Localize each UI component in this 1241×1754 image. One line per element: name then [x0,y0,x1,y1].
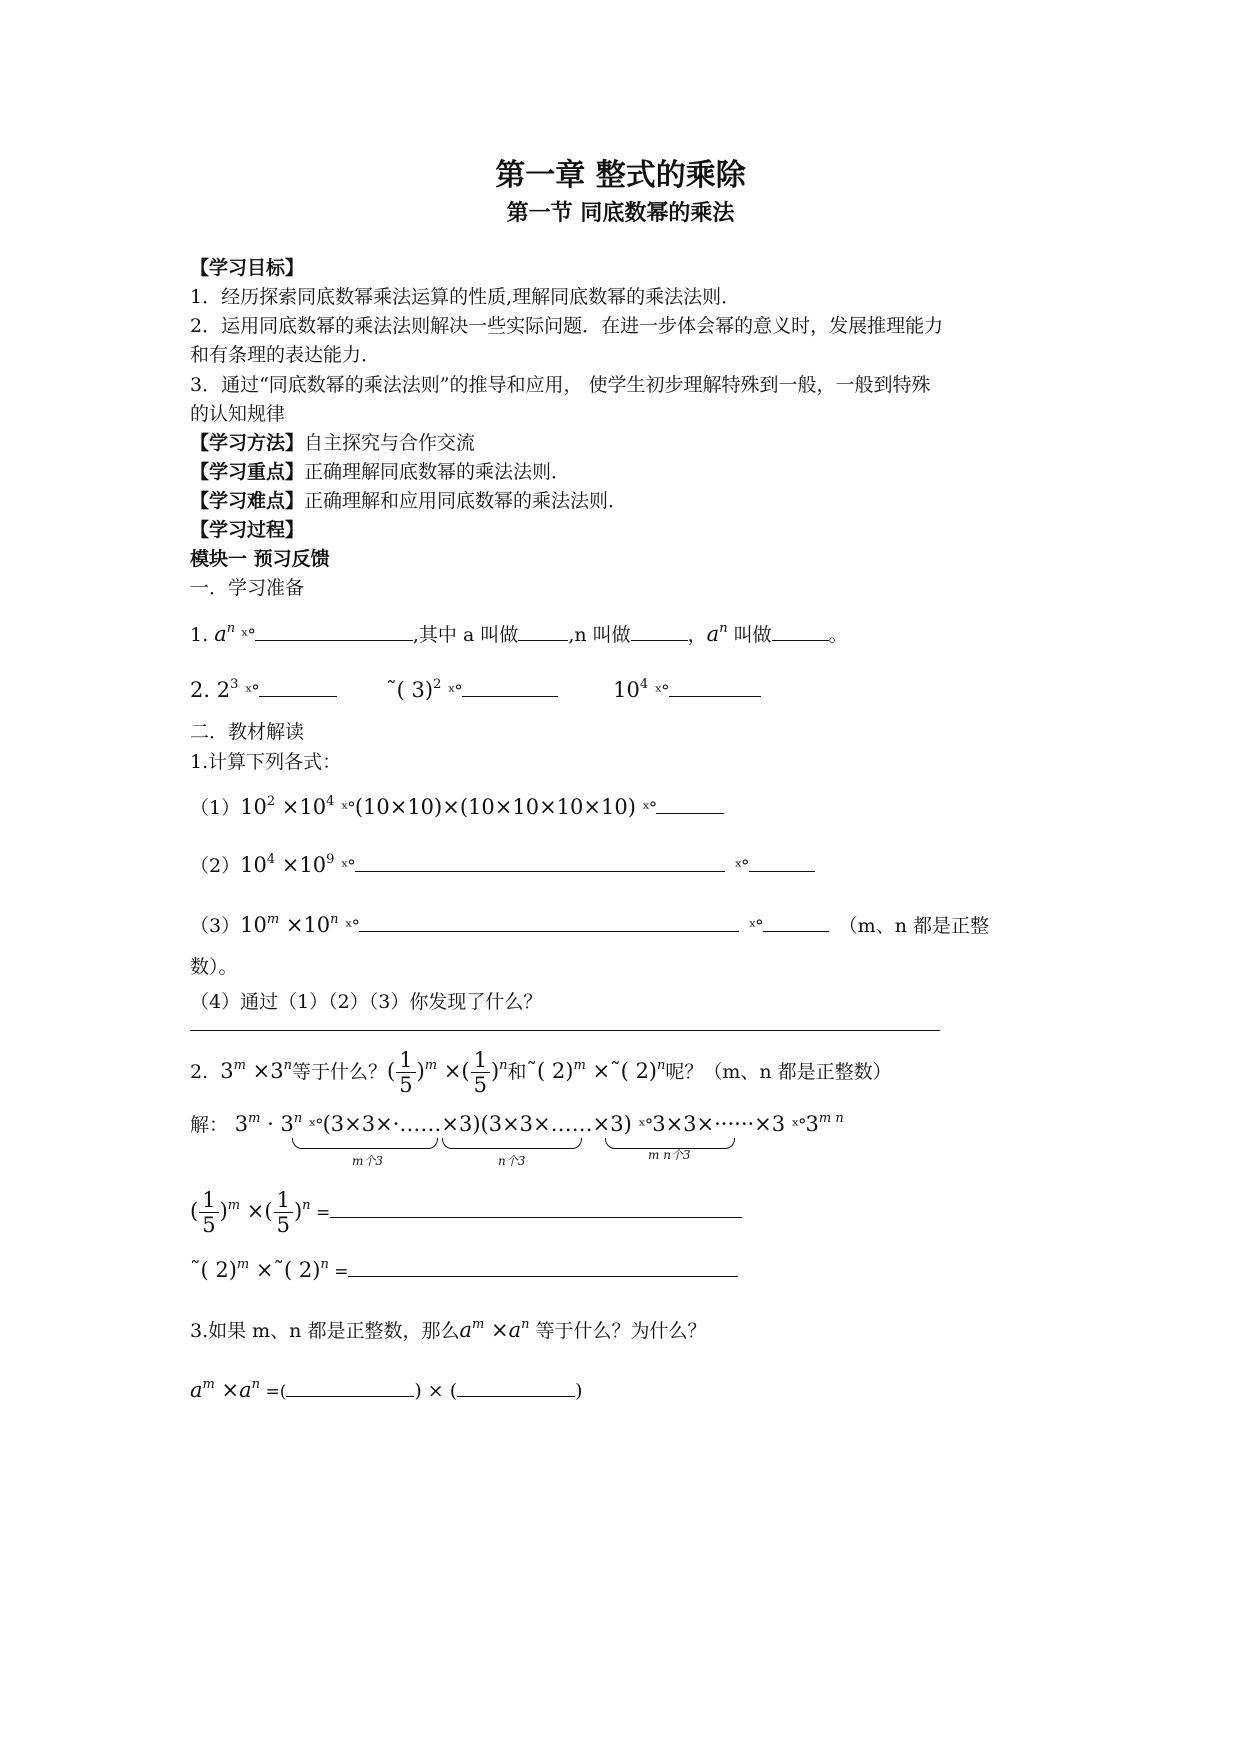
calc-4: （4）通过（1）（2）（3）你发现了什么？ [190,991,543,1013]
key-label: 【学习重点】 [190,461,305,483]
answer-blank[interactable] [457,1376,575,1397]
question-2b: 2. $3^m \times 3^n$等于什么？( $\frac{1}{5}$ )$^m$ ×( $\frac{1}{5}$ )$^n$和˜( 2)$^m$ ×˜( 2)$^n$呢？（m、n 都是正整数） [190,1048,892,1097]
question-3: 3.如果 m、n 都是正整数，那么$a^m \times a^n$ 等于什么？为什么？ [190,1317,707,1342]
goal-line-2: 2．运用同底数幂的乘法法则解决一些实际问题．在进一步体会幂的意义时，发展推理能力 [190,315,944,337]
answer-blank[interactable] [749,851,815,872]
difficulty-text: 正确理解和应用同底数幂的乘法法则． [304,490,628,512]
brace-label: m n个3 [648,1148,691,1162]
key-row [190,460,570,484]
fraction-exercise: ( $\frac{1}{5}$ )$^m$ ×( $\frac{1}{5}$ )$^n$ = [190,1188,742,1237]
answer-blank[interactable] [631,620,688,641]
brace-label: m个3 [352,1154,384,1168]
process-heading: 【学习过程】 [190,519,305,541]
method-text: 自主探究与合作交流 [304,432,476,454]
answer-blank[interactable] [656,793,724,814]
difficulty-label: 【学习难点】 [190,490,305,512]
calc-3-note-cont: 数）。 [190,956,238,978]
goal-line-5: 的认知规律 [190,403,286,425]
answer-blank[interactable] [518,620,568,641]
answer-blank[interactable] [359,911,739,932]
question-1: 1. $a^n$ ˣ° ,其中 a 叫做 ,n 叫做 ，$a^n$ 叫做 。 [190,621,848,646]
answer-blank[interactable] [259,676,337,697]
answer-blank[interactable] [355,851,725,872]
goals-heading: 【学习目标】 [190,257,305,279]
goal-line-3: 和有条理的表达能力． [190,344,381,366]
brace-label: n个3 [498,1154,526,1168]
part2-title: 二．教材解读 [190,721,305,743]
part1-title: 一．学习准备 [190,577,305,599]
module-title: 模块一 预习反馈 [190,548,330,570]
solution-line: 解： $3^m \cdot 3^n$ ˣ°(3×3×·……×3)(3×3×……×3) ˣ°3×3×······×3 $ˣ^\circ 3^{m n}$ [190,1111,844,1136]
answer-blank[interactable] [348,1256,738,1277]
method-row [190,431,475,455]
answer-blank[interactable] [669,676,761,697]
underbrace [292,1138,438,1149]
calc-3: $(3)10^m \times 10^n$ ˣ° ˣ° （m、n 都是正整 [190,912,989,937]
answer-blank[interactable] [255,620,413,641]
calc-title: 1.计算下列各式： [190,751,342,773]
chapter-title: 第一章 整式的乘除 [495,158,746,193]
goal-line-1: 1．经历探索同底数幂乘法运算的性质,理解同底数幂的乘法法则． [190,286,741,308]
calc-2: $(2)10^4 \times 10^9$ ˣ° ˣ° [190,851,815,879]
answer-blank[interactable] [462,676,558,697]
method-label: 【学习方法】 [190,432,305,454]
question-2: 2. $2^3$ ˣ° ˜( 3)$^2$ ˣ° $10^4$ ˣ° [190,676,761,704]
answer-blank[interactable] [772,620,829,641]
answer-blank[interactable] [763,911,829,932]
calc-1: $(1)10^2 \times 10^4$ ˣ°(10×10)×(10×10×10×10) ˣ° [190,793,724,821]
goal-line-4: 3．通过“同底数幂的乘法法则”的推导和应用， 使学生初步理解特殊到一般，一般到特殊 [190,374,931,396]
key-text: 正确理解同底数幂的乘法法则． [304,461,571,483]
underbrace [442,1138,582,1149]
section-title: 第一节 同底数幂的乘法 [506,201,735,226]
answer-blank[interactable] [330,1197,742,1218]
final-exercise: $a^m \times a^n$ =( ) × ( ) [190,1377,583,1402]
difficulty-row [190,489,627,513]
answer-blank[interactable] [286,1376,414,1397]
answer-line[interactable] [190,1030,940,1031]
negative-exercise: ˜( 2)$^m$ ×˜( 2)$^n$ = [190,1256,738,1284]
